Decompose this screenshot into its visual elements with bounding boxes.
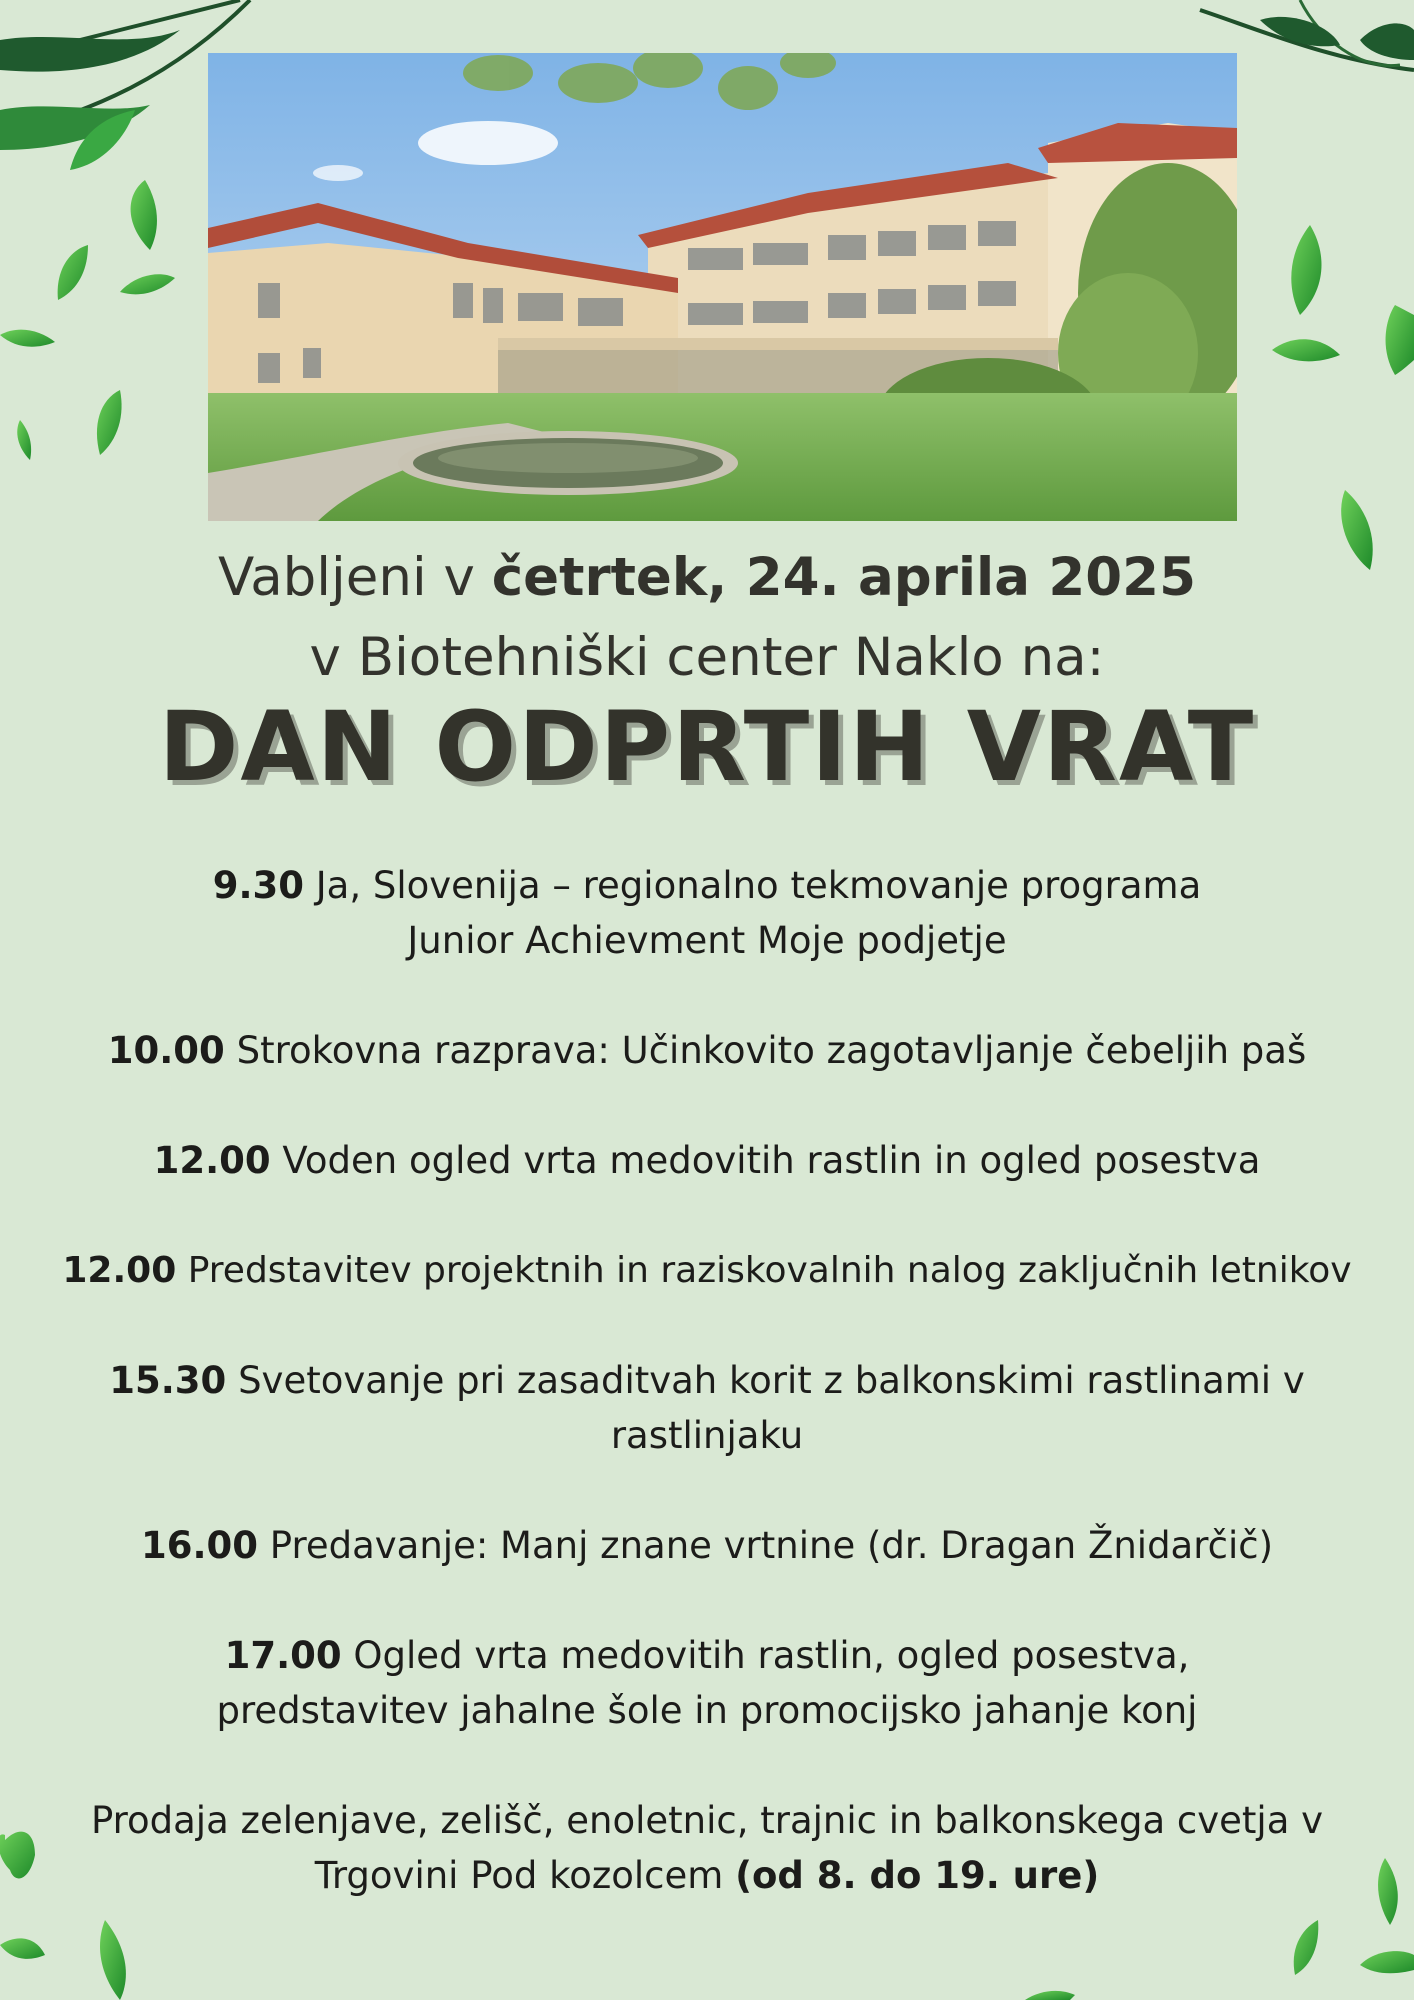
schedule-item bbox=[0, 1353, 1414, 1463]
schedule-item bbox=[0, 1133, 1414, 1188]
event-title: DAN ODPRTIH VRAT bbox=[158, 691, 1256, 803]
schedule-item bbox=[0, 1243, 1414, 1298]
schedule-time: 12.00 bbox=[153, 1139, 271, 1182]
sales-store: Trgovini Pod kozolcem bbox=[314, 1854, 736, 1897]
schedule-text-continued: rastlinjaku bbox=[610, 1414, 804, 1457]
schedule-item bbox=[0, 1023, 1414, 1078]
schedule-text: Ja, Slovenija – regionalno tekmovanje programa bbox=[315, 864, 1202, 907]
schedule-text: Ogled vrta medovitih rastlin, ogled posestva, bbox=[353, 1634, 1190, 1677]
schedule-text: Predstavitev projektnih in raziskovalnih nalog zaključnih letnikov bbox=[187, 1250, 1352, 1291]
sales-hours: (od 8. do 19. ure) bbox=[735, 1854, 1100, 1897]
schedule-text: Strokovna razprava: Učinkovito zagotavljanje čebeljih paš bbox=[236, 1029, 1307, 1072]
schedule-text: Voden ogled vrta medovitih rastlin in ogled posestva bbox=[282, 1139, 1261, 1182]
invitation-location: v Biotehniški center Naklo na: bbox=[309, 627, 1105, 688]
invitation-date-line bbox=[0, 538, 1414, 618]
invitation-header bbox=[0, 538, 1414, 698]
schedule-text: Predavanje: Manj znane vrtnine (dr. Dragan Žnidarčič) bbox=[269, 1524, 1274, 1567]
schedule-time: 10.00 bbox=[107, 1029, 225, 1072]
schedule-item bbox=[0, 1518, 1414, 1573]
schedule-text: Svetovanje pri zasaditvah korit z balkonskimi rastlinami v bbox=[238, 1359, 1305, 1402]
schedule-time: 12.00 bbox=[62, 1250, 177, 1291]
schedule-text-continued: predstavitev jahalne šole in promocijsko jahanje konj bbox=[216, 1689, 1198, 1732]
schedule-text-continued: Junior Achievment Moje podjetje bbox=[407, 919, 1007, 962]
invitation-prefix: Vabljeni v bbox=[218, 547, 492, 608]
event-schedule bbox=[0, 858, 1414, 1958]
event-date: četrtek, 24. aprila 2025 bbox=[491, 547, 1196, 608]
schedule-time: 15.30 bbox=[109, 1359, 227, 1402]
schedule-item bbox=[0, 858, 1414, 968]
schedule-time: 9.30 bbox=[212, 864, 304, 907]
sales-text: Prodaja zelenjave, zelišč, enoletnic, trajnic in balkonskega cvetja v bbox=[90, 1799, 1324, 1842]
schedule-item bbox=[0, 1628, 1414, 1738]
schedule-time: 16.00 bbox=[140, 1524, 259, 1567]
sales-info bbox=[0, 1793, 1414, 1903]
school-building-photo bbox=[208, 53, 1237, 521]
schedule-time: 17.00 bbox=[224, 1634, 342, 1677]
